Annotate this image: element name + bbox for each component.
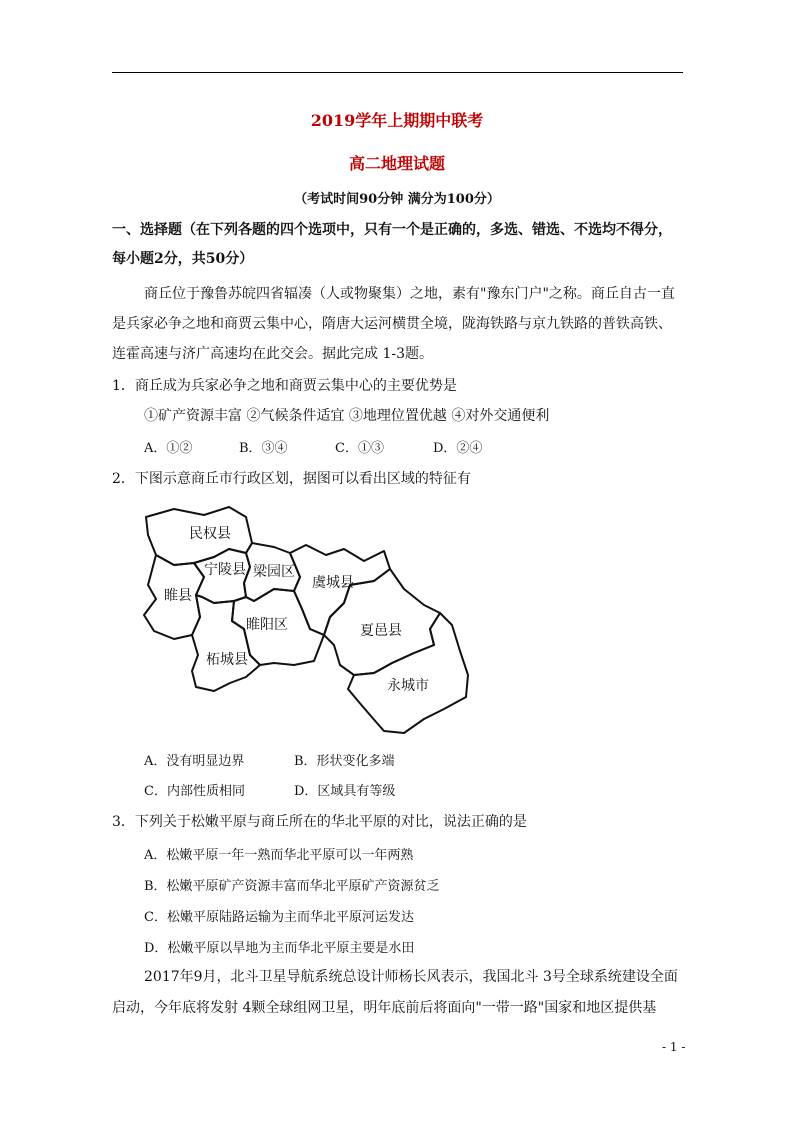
q1-option-b: B．③④ — [239, 441, 288, 456]
q2-stem: 2．下图示意商丘市行政区划，据图可以看出区域的特征有 — [112, 471, 471, 487]
section-heading-line1: 一、选择题（在下列各题的四个选项中，只有一个是正确的，多选、错选、不选均不得分， — [112, 222, 672, 238]
passage1-line3: 连霍高速与济广高速均在此交会。据此完成 1-3题。 — [112, 346, 433, 362]
header-rule — [112, 72, 683, 73]
map-label-yucheng: 虞城县 — [312, 575, 354, 591]
exam-subtitle: 高二地理试题 — [348, 154, 445, 173]
q2-option-d: D．区域具有等级 — [294, 784, 396, 799]
exam-note: （考试时间90分钟 满分为100分） — [294, 192, 500, 207]
map-label-ningling: 宁陵县 — [204, 562, 246, 578]
q3-option-d: D．松嫩平原以旱地为主而华北平原主要是水田 — [144, 941, 415, 956]
q2-option-a: A．没有明显边界 — [144, 754, 245, 769]
q3-option-a: A．松嫩平原一年一熟而华北平原可以一年两熟 — [144, 848, 414, 863]
q1-stem: 1．商丘成为兵家必争之地和商贾云集中心的主要优势是 — [112, 378, 457, 394]
q2-option-b: B．形状变化多端 — [294, 754, 395, 769]
passage2-line2: 启动，今年底将发射 4颗全球组网卫星，明年底前后将面向"一带一路"国家和地区提供基 — [112, 1000, 657, 1016]
q3-option-b: B．松嫩平原矿产资源丰富而华北平原矿产资源贫乏 — [144, 879, 440, 894]
q1-option-c: C．①③ — [335, 441, 384, 456]
passage1-line2: 是兵家必争之地和商贾云集中心，隋唐大运河横贯全境，陇海铁路与京九铁路的普铁高铁、 — [112, 316, 672, 332]
map-label-suixian: 睢县 — [164, 588, 192, 604]
passage1-line1: 商丘位于豫鲁苏皖四省辐凑（人或物聚集）之地，素有"豫东门户"之称。商丘自古一直 — [144, 286, 675, 302]
map-label-xiayi: 夏邑县 — [360, 623, 402, 639]
q1-option-d: D．②④ — [433, 441, 483, 456]
map-label-minquan: 民权县 — [189, 526, 231, 542]
map-region-zhecheng — [192, 595, 260, 691]
map-label-zhecheng: 柘城县 — [206, 652, 248, 668]
q3-stem: 3．下列关于松嫩平原与商丘所在的华北平原的对比，说法正确的是 — [112, 814, 527, 830]
passage2-line1: 2017年9月，北斗卫星导航系统总设计师杨长风表示，我国北斗 3号全球系统建设全面 — [144, 969, 678, 985]
section-heading-line2: 每小题2分，共50分） — [112, 251, 254, 267]
shangqiu-admin-map — [134, 505, 472, 741]
q1-option-a: A．①② — [144, 441, 193, 456]
map-label-suiyang: 睢阳区 — [246, 617, 288, 633]
q3-option-c: C．松嫩平原陆路运输为主而华北平原河运发达 — [144, 910, 414, 925]
page-number: - 1 - — [662, 1040, 686, 1054]
map-label-yongcheng: 永城市 — [387, 678, 429, 694]
map-label-liangyuan: 梁园区 — [253, 564, 295, 580]
q2-option-c: C．内部性质相同 — [144, 784, 245, 799]
q1-items: ①矿产资源丰富 ②气候条件适宜 ③地理位置优越 ④对外交通便利 — [144, 408, 550, 424]
exam-title: 2019学年上期期中联考 — [310, 111, 484, 130]
